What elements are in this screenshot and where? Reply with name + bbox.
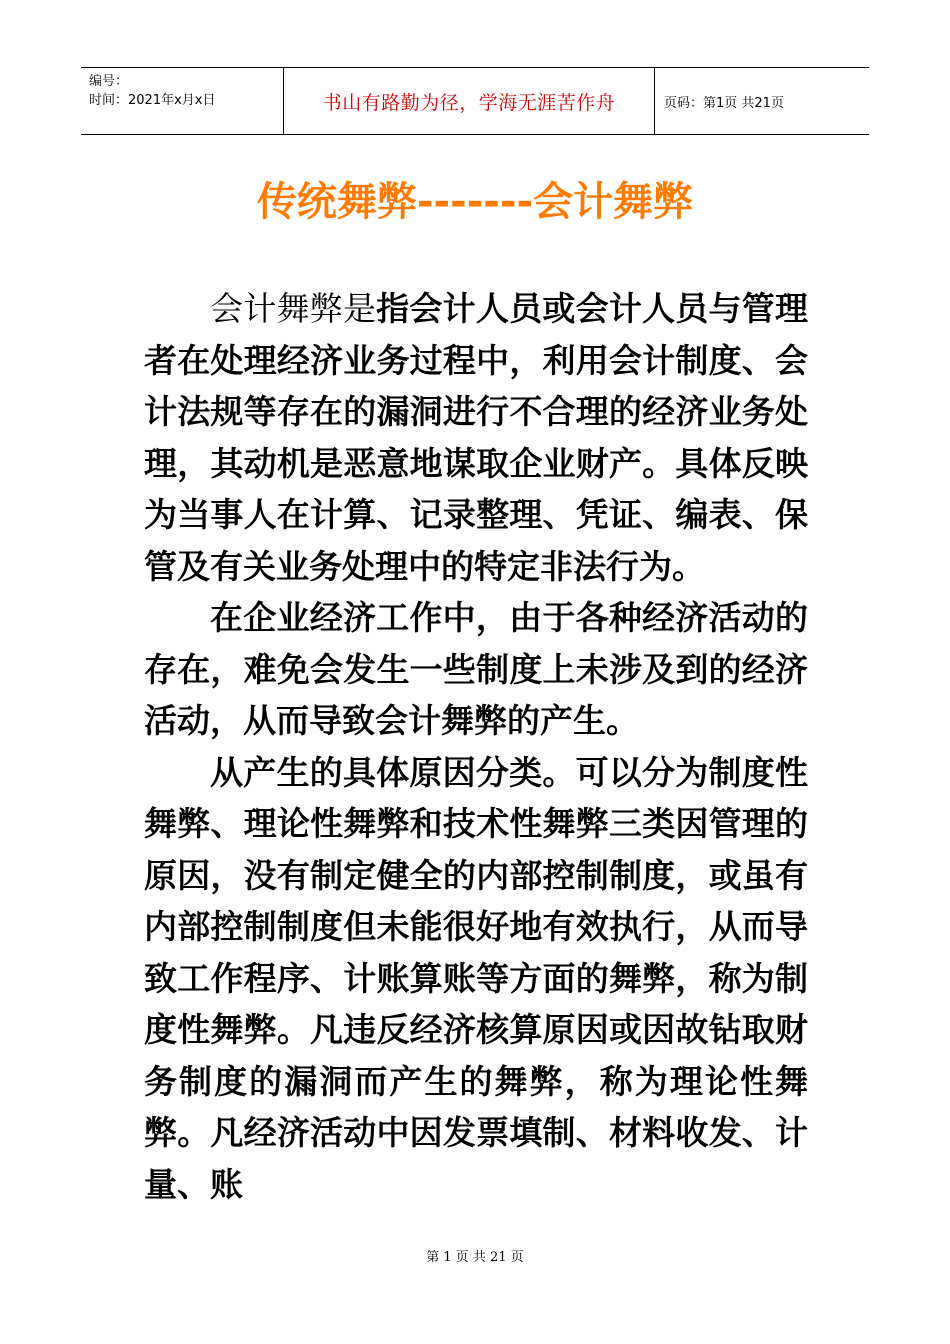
paragraph-text: 在企业经济工作中，由于各种经济活动的存在，难免会发生一些制度上未涉及到的经济活动，从而导致会计舞弊的产生。 [144,598,808,740]
paragraph-text: 指会计人员或会计人员与管理者在处理经济业务过程中，利用会计制度、会计法规等存在的漏洞进行不合理的经济业务处理，其动机是恶意地谋取企业财产。具体反映为当事人在计算、记录整理、凭证、编表、保管及有关业务处理中的特定非法行为。 [144,289,809,586]
page-footer: 第 1 页 共 21 页 [426,1250,524,1265]
header-motto: 书山有路勤为径，学海无涯苦作舟 [283,68,655,134]
document-title: 传统舞弊-------会计舞弊 [256,179,694,225]
paragraph-lead: 会计舞弊是 [210,289,377,328]
document-number-label: 编号： [89,74,129,89]
paragraph [144,283,808,592]
document-time-label: 时间：2021年x月x日 [89,93,216,108]
document-body [144,283,808,1210]
page-header [81,67,869,135]
header-page-info: 页码：第1页 共21页 [664,95,784,111]
paragraph [144,747,808,1211]
paragraph-text: 从产生的具体原因分类。可以分为制度性舞弊、理论性舞弊和技术性舞弊三类因管理的原因，没有制定健全的内部控制制度，或虽有内部控制制度但未能很好地有效执行，从而导致工作程序、计账算账等方面的舞弊，称为制度性舞弊。凡违反经济核算原因或因故钻取财务制度的漏洞而产生的舞弊，称为理论性舞弊。凡经济活动中因发票填制、材料收发、计量、账 [144,752,808,1204]
header-meta [81,68,283,134]
paragraph [144,592,808,747]
